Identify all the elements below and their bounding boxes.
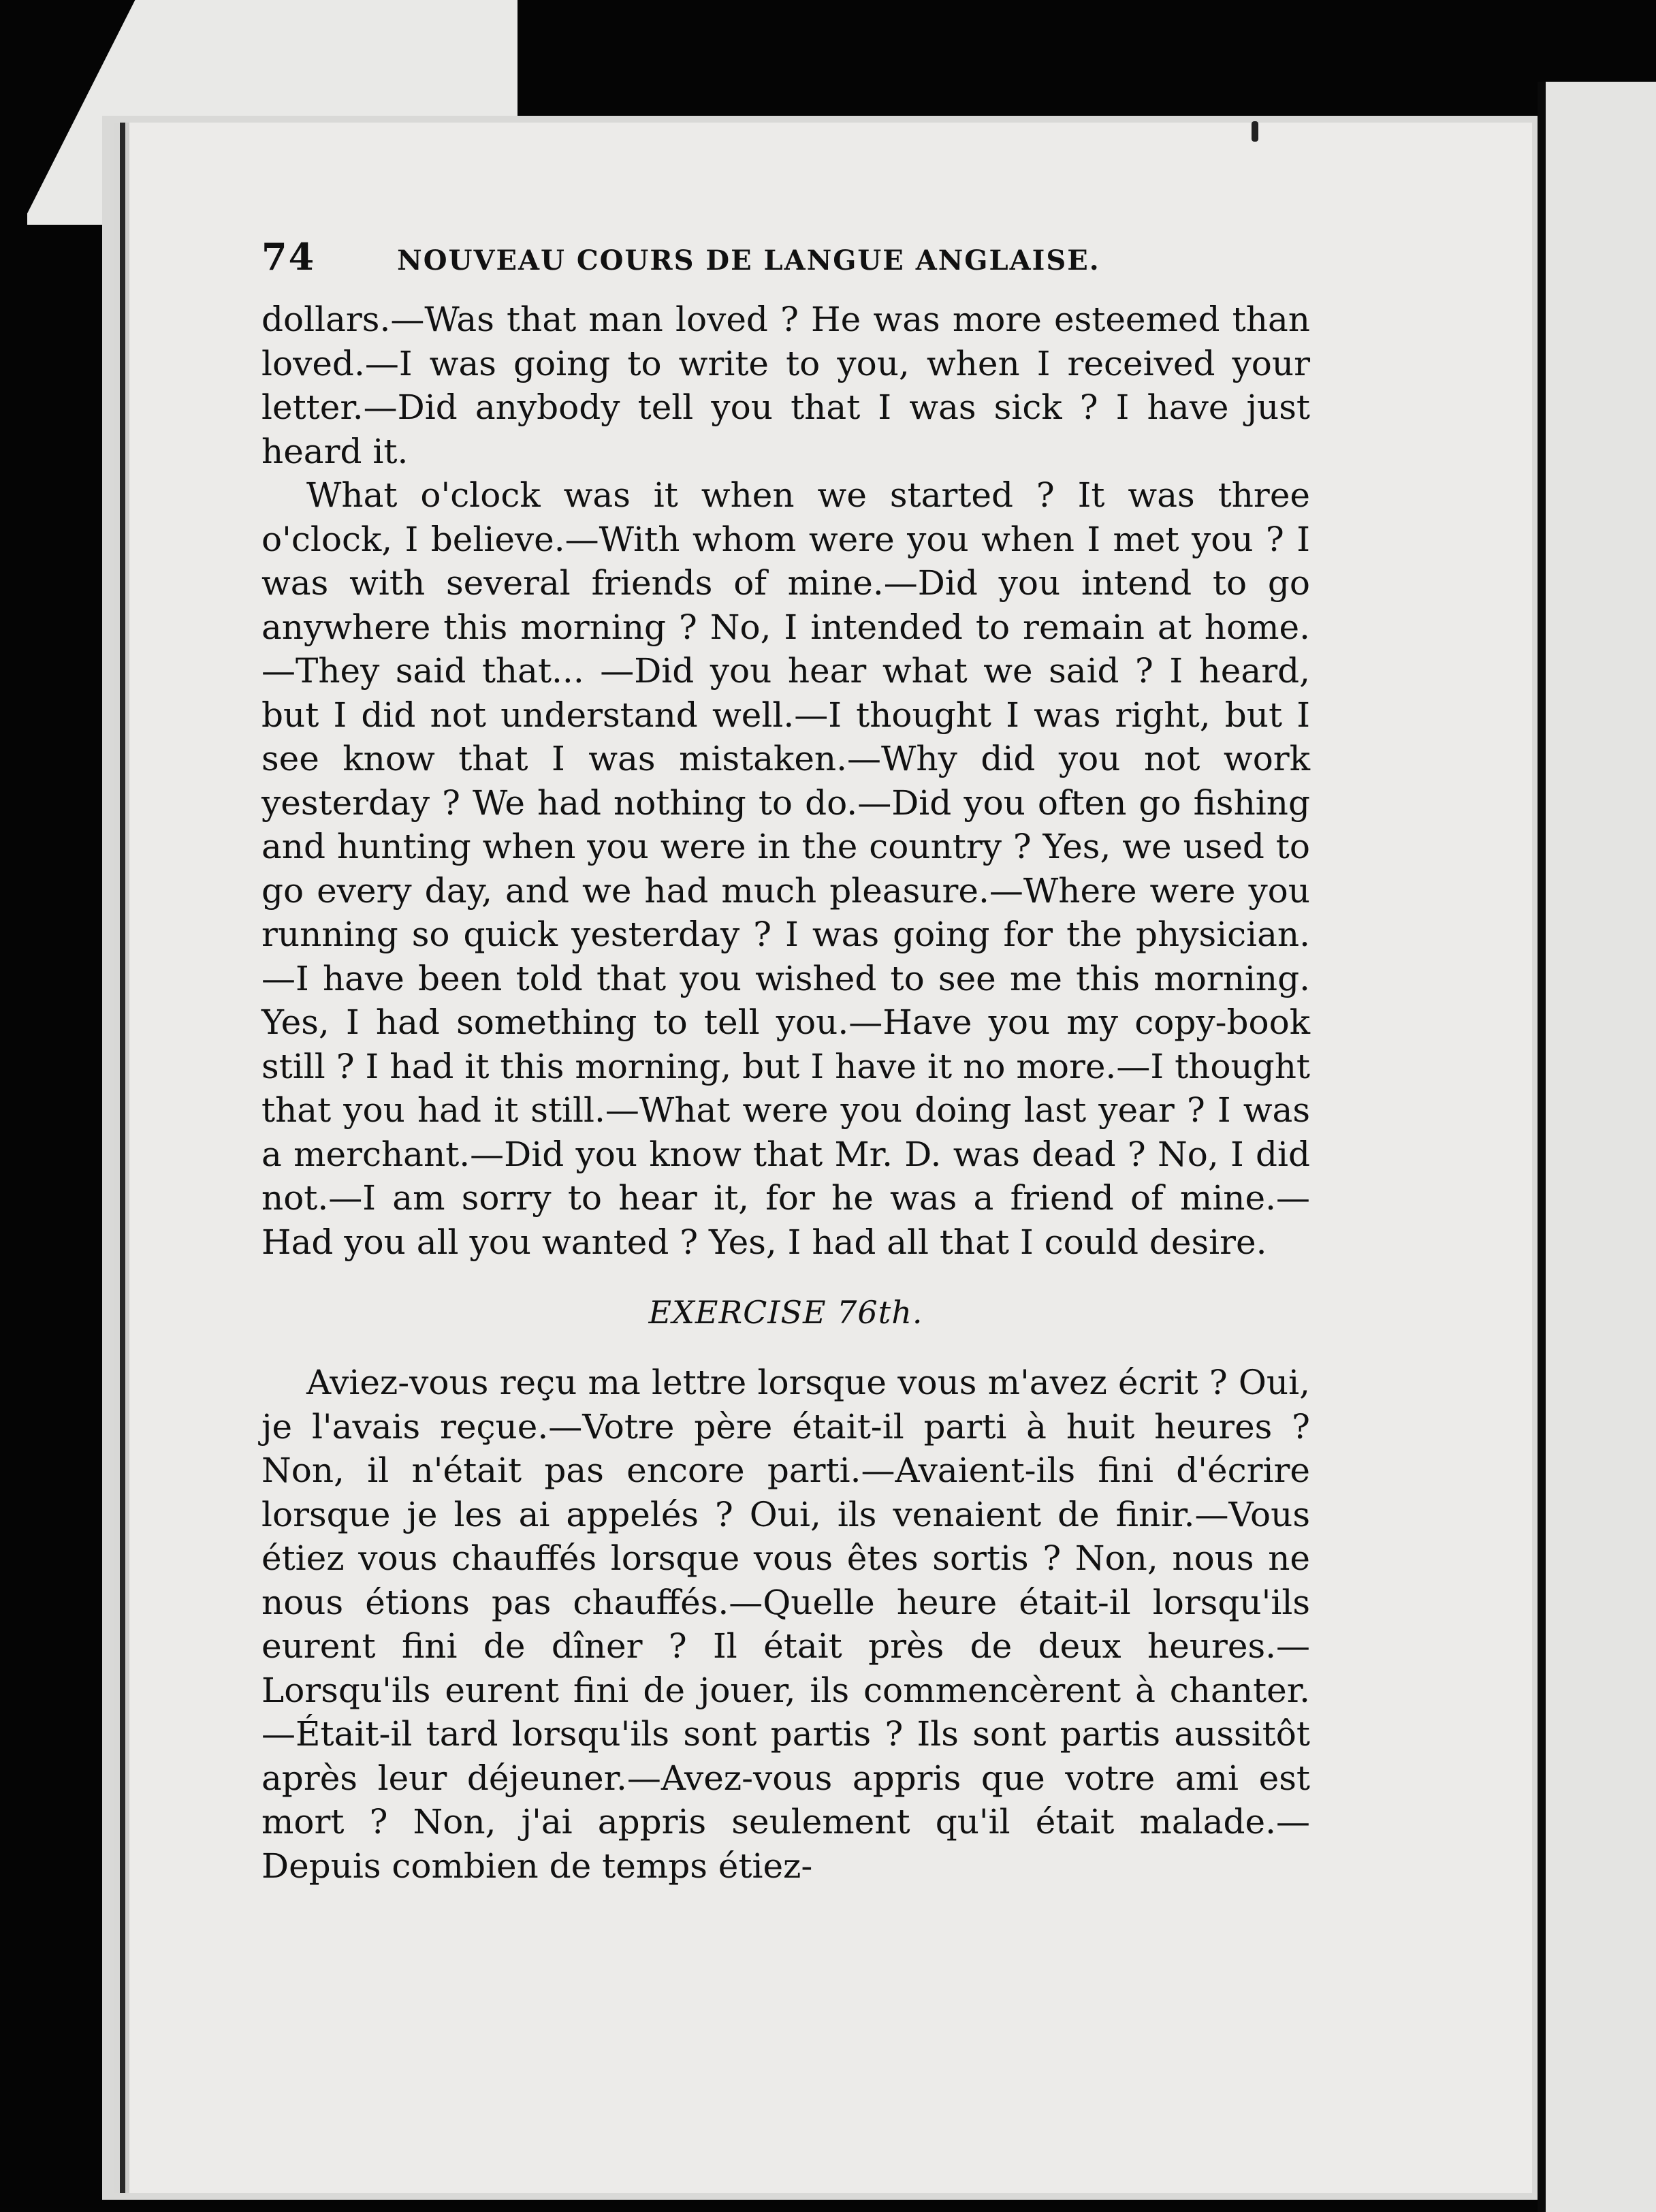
running-head	[261, 235, 1310, 279]
running-title: NOUVEAU COURS DE LANGUE ANGLAISE.	[397, 244, 1100, 276]
page-content	[261, 235, 1310, 1888]
exercise-heading: EXERCISE 76th.	[648, 1294, 923, 1331]
page-number: 74	[261, 235, 316, 279]
facing-page-edge	[1539, 82, 1656, 2212]
exercise-text: Aviez-vous reçu ma lettre lorsque vous m'avez écrit ? Oui, je l'avais reçue.—Votre père était-il parti à huit heures ? Non, il n'était pas encore parti.—Avaient-ils fini d'écrire lorsque je les ai appelés ? Oui, ils venaient de finir.—Vous étiez vous chauffés lorsque vous êtes sortis ? Non, nous ne nous étions pas chauffés.—Quelle heure était-il lorsqu'ils eurent fini de dîner ? Il était près de deux heures.—Lorsqu'ils eurent fini de jouer, ils commencèrent à chanter.—Était-il tard lorsqu'ils sont partis ? Ils sont partis aussitôt après leur déjeuner.—Avez-vous appris que votre ami est mort ? Non, j'ai appris seulement qu'il était malade.—Depuis combien de temps étiez-	[261, 1363, 1310, 1886]
book-gutter-line	[1538, 82, 1546, 2212]
body-paragraph-1: dollars.—Was that man loved ? He was more esteemed than loved.—I was going to write to you, when I received your letter.—Did anybody tell you that I was sick ? I have just heard it.	[261, 300, 1310, 471]
ink-mark	[1252, 121, 1258, 142]
body-paragraph-2: What o'clock was it when we started ? It was three o'clock, I believe.—With whom were you when I met you ? I was with several friends of mine.—Did you intend to go anywhere this morning ? No, I intended to remain at home.—They said that... —Did you hear what we said ? I heard, but I did not understand well.—I thought I was right, but I see know that I was mistaken.—Why did you not work yesterday ? We had nothing to do.—Did you often go fishing and hunting when you were in the country ? Yes, we used to go every day, and we had much pleasure.—Where were you running so quick yesterday ? I was going for the physician.—I have been told that you wished to see me this morning. Yes, I had something to tell you.—Have you my copy-book still ? I had it this morning, but I have it no more.—I thought that you had it still.—What were you doing last year ? I was a merchant.—Did you know that Mr. D. was dead ? No, I did not.—I am sorry to hear it, for he was a friend of mine.—Had you all you wanted ? Yes, I had all that I could desire.	[261, 475, 1310, 1262]
